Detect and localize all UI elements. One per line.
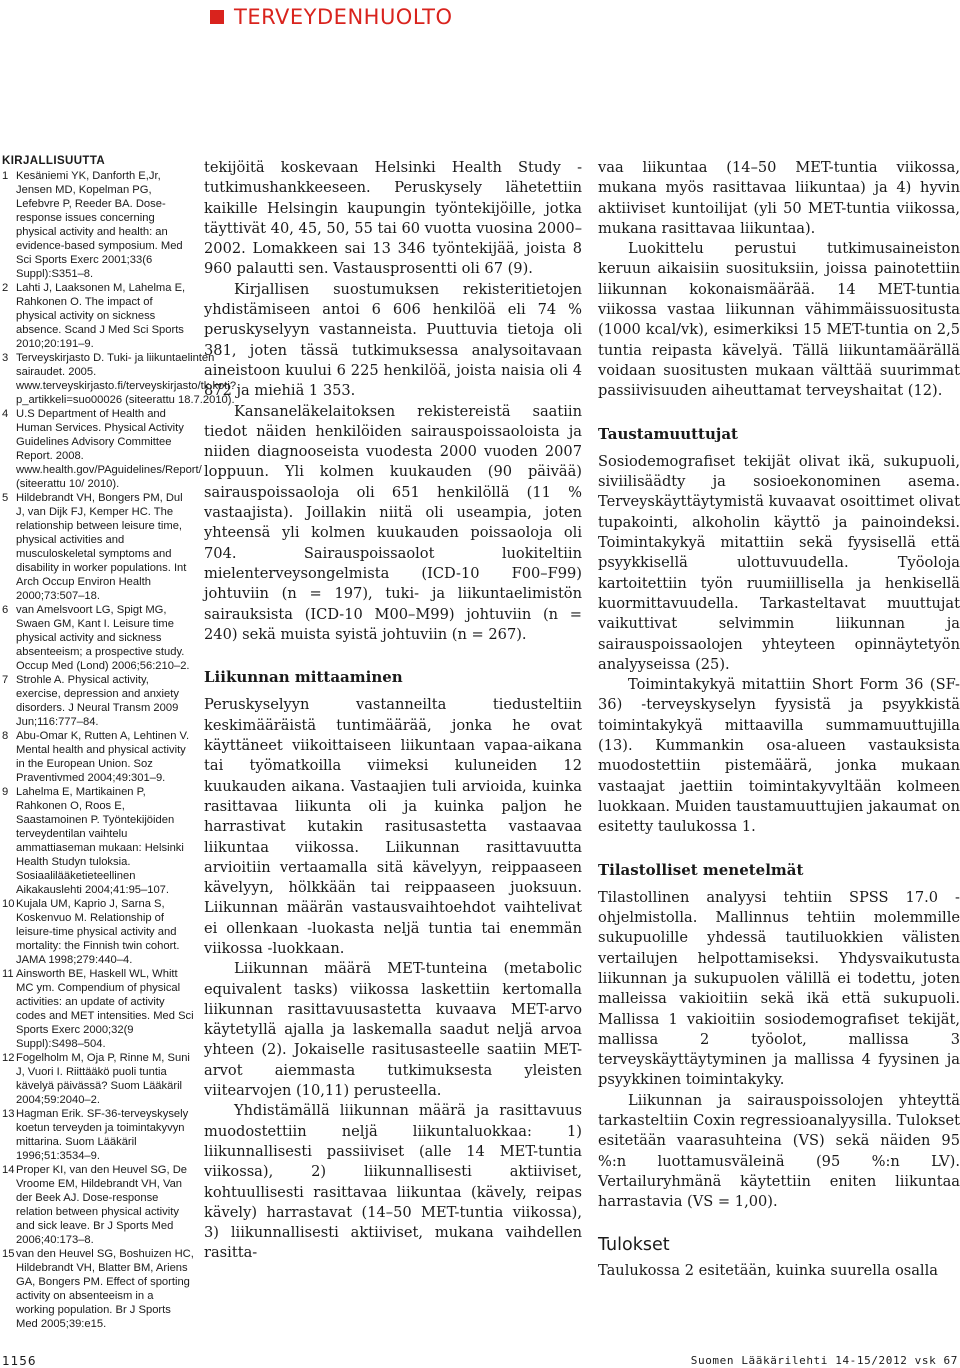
paragraph: Kirjallisen suostumuksen rekisteritietojen yhdistämiseen antoi 6 606 henkilöä eli 74 % peruskyselyyn vastanneista. Puuttuvia tietoja oli 381, joten tässä tutkimuksessa analysoitavaan aineistoon kuului 6 225 henkilöä, joista naisia oli 4 872 ja miehiä 1 353. xyxy=(204,280,582,400)
reference-item xyxy=(2,1051,194,1107)
paragraph: Sosiodemografiset tekijät olivat ikä, sukupuoli, siviilisäädty ja sosioekonominen asema. Terveyskäyttäytymistä kuvaavat osoittimet olivat tupakointi, alkoholin käyttö ja painoindeksi. Toimintakykyä mitattiin sekä fyysisellä että psyykkisellä ulottuvuudella. Työoloja kartoitettiin työn ruumiillisella ja henkisellä kuormittavuudella. Tarkasteltavat muuttujat vaikuttivat selvimmin liikunnan ja sairauspoissaolojen yhteyteen opinnäytetyön analyyseissa (25). xyxy=(598,452,960,673)
reference-text: Lahti J, Laaksonen M, Lahelma E, Rahkonen O. The impact of physical activity on sickness absence. Scand J Med Sci Sports 2010;20:191–9. xyxy=(16,282,186,350)
paragraph: Toimintakykyä mitattiin Short Form 36 (SF-36) -terveyskyselyn fyysistä ja psyykkistä toimintakykyä mittaavilla summamuuttujilla (13). Kummankin osa-alueen vastauksista muodostettiin pistemäärä, jonka mukaan vastaajat jaettiin toimintakyvyltään kolmeen luokkaan. Muiden taustamuuttujien jakaumat on esitetty taulukossa 1. xyxy=(598,676,960,836)
reference-text: Kujala UM, Kaprio J, Sarna S, Koskenvuo M. Relationship of leisure-time physical activity and mortality: the Finnish twin cohort. JAMA 1998;279:440–4. xyxy=(16,898,180,966)
paragraph: Tilastollinen analyysi tehtiin SPSS 17.0 -ohjelmistolla. Mallinnus tehtiin molemmille sukupuolille yhdessä tautiluokkien välisten vertailujen helpottamiseksi. Yhdysvaikutusta liikunnan ja sukupuolen välillä ei todettu, joten malleissa vakioitiin sekä ikä että sukupuoli. Mallissa 1 vakioitiin sosiodemografiset tekijät, mallissa 2 työolot, mallissa 3 terveyskäyttäytyminen ja mallissa 4 fyysinen ja psyykkinen toimintakyky. xyxy=(598,888,960,1089)
reference-number: 1 xyxy=(2,170,9,182)
reference-item xyxy=(2,169,194,281)
section-heading: Liikunnan mittaaminen xyxy=(204,668,403,687)
paragraph: Liikunnan määrä MET-tunteina (metabolic equivalent tasks) viikossa laskettiin kertomalla liikunnan rasittavuusastetta kuvaava MET-arvo käytetyllä ajalla ja laskemalla saadut neljä arvoa yhteen (2). Jokaiselle rasitusasteelle saatiin MET-arvot aiemmasta tutkimuksesta yleisten viitearvojen (10,11) perusteella. xyxy=(204,960,582,1100)
page-number: 1156 xyxy=(2,1354,37,1368)
paragraph: Peruskyselyyn vastanneilta tiedusteltiin keskimääräistä tuntimäärää, jonka he ovat käyttäneet viikoittaiseen liikuntaan vapaa-aikana tai työmatkoilla viimeksi kuluneiden 12 kuukauden aikana. Vastaajien tuli arvioida, kuinka rasittavaa liikunta oli ja kuinka paljon he harrastivat kutakin rasitusastetta vastaavaa liikuntaa viikossa. Liikunnan rasittavuutta arvioitiin vertaamalla sitä kävelyyn, reippaaseen kävelyyn, hölkkään tai reippaaseen juoksuun. Liikunnan määrän vastausvaihtoehdot vaihtelivat ei ollenkaan -luokasta neljä tuntia tai enemmän viikossa -luokkaan. xyxy=(204,696,582,957)
reference-number: 15 xyxy=(2,1248,15,1260)
reference-number: 12 xyxy=(2,1052,15,1064)
reference-number: 4 xyxy=(2,408,9,420)
reference-item xyxy=(2,351,237,407)
section-heading: Tilastolliset menetelmät xyxy=(598,860,804,879)
section-header xyxy=(210,2,453,32)
reference-text: Lahelma E, Martikainen P, Rahkonen O, Roos E, Saastamoinen P. Työntekijöiden terveydentilan vaihtelu ammattiaseman mukaan: Helsinki Health Studyn tuloksia. Sosiaalilääketieteellinen Aikakauslehti 2004;41:95–107. xyxy=(16,786,184,896)
reference-item xyxy=(2,967,194,1051)
reference-item xyxy=(2,603,194,673)
article-column-middle xyxy=(204,158,582,1264)
section-title: TERVEYDENHUOLTO xyxy=(234,5,453,29)
references-title: KIRJALLISUUTTA xyxy=(2,155,106,167)
reference-item xyxy=(2,785,194,897)
reference-text: Kesäniemi YK, Danforth E,Jr, Jensen MD, Kopelman PG, Lefebvre P, Reeder BA. Dose-response issues concerning physical activity and health: an evidence-based symposium. Med Sci Sports Exerc 2001;33(6 Suppl):S351–8. xyxy=(16,170,183,280)
reference-number: 14 xyxy=(2,1164,15,1176)
reference-text: U.S Department of Health and Human Services. Physical Activity Guidelines Advisory Committee Report. 2008. www.health.gov/PAguidelines/Report/ (siteerattu 10/ 2010). xyxy=(16,408,202,490)
paragraph: Yhdistämällä liikunnan määrä ja rasittavuus muodostettiin neljä liikuntaluokkaa: 1) liikunnallisesti passiiviset (alle 14 MET-tuntia viikossa), 2) liikunnallisesti aktiiviset, kohtuullisesti rasittavaa liikuntaa (kävely, reipas kävely) harrastavat (14–50 MET-tuntia viikossa), 3) liikunnallisesti aktiiviset, mukana vaihdellen rasitta- xyxy=(204,1102,582,1262)
reference-item xyxy=(2,1163,194,1247)
section-marker-icon xyxy=(210,10,224,24)
reference-text: Hagman Erik. SF-36-terveyskysely koetun terveyden ja toimintakyvyn mittarina. Suom Lääkäril 1996;51:3534–9. xyxy=(16,1108,189,1162)
reference-number: 11 xyxy=(2,968,14,980)
reference-text: Proper KI, van den Heuvel SG, De Vroome EM, Hildebrandt VH, Van der Beek AJ. Dose-response relation between physical activity and sick leave. Br J Sports Med 2006;40:173–8. xyxy=(16,1164,188,1246)
reference-number: 5 xyxy=(2,492,9,504)
reference-number: 7 xyxy=(2,674,9,686)
reference-text: Ainsworth BE, Haskell WL, Whitt MC ym. Compendium of physical activities: an update of activity codes and MET intensities. Med Sci Sports Exerc 2000;32(9 Suppl):S498–504. xyxy=(16,968,194,1050)
reference-text: Abu-Omar K, Rutten A, Lehtinen V. Mental health and physical activity in the European Union. Soz Praventivmed 2004;49:301–9. xyxy=(16,730,190,784)
reference-number: 13 xyxy=(2,1108,15,1120)
reference-text: van Amelsvoort LG, Spigt MG, Swaen GM, Kant I. Leisure time physical activity and sickness absenteeism; a prospective study. Occup Med (Lond) 2006;56:210–2. xyxy=(16,604,190,672)
reference-item xyxy=(2,491,194,603)
section-heading: Taustamuuttujat xyxy=(598,424,738,443)
reference-item xyxy=(2,673,194,729)
paragraph: Luokittelu perustui tutkimusaineiston keruun aikaisiin suosituksiin, joissa painotettiin liikunnan kokonaismäärää. 14 MET-tuntia viikossa vastaa liikunnan vähimmäissuositusta (1000 kcal/vk), esimerkiksi 15 MET-tuntia on 2,5 tuntia reipasta kävelyä. Tällä liikuntamäärällä voidaan suositusten mukaan välttää suurimmat passiivisuuden aiheuttamat terveyshaitat (12). xyxy=(598,240,960,400)
references-list xyxy=(2,169,237,1331)
reference-item xyxy=(2,1107,194,1163)
results-heading: Tulokset xyxy=(598,1234,670,1255)
paragraph: vaa liikuntaa (14–50 MET-tuntia viikossa, mukana myös rasittavaa liikuntaa) ja 4) hyvin aktiiviset kuntoilijat (yli 50 MET-tuntia viikossa, mukana rasittavaa liikuntaa). xyxy=(598,159,960,237)
references-column xyxy=(2,154,237,1331)
reference-item xyxy=(2,407,202,491)
paragraph: Taulukossa 2 esitetään, kuinka suurella osalla xyxy=(598,1261,938,1279)
paragraph: Kansaneläkelaitoksen rekistereistä saatiin tiedot näiden henkilöiden sairauspoissaoloista ja niiden diagnooseista vuodesta 2000 vuoden 2007 loppuun. Yli kolmen kuukauden (90 päivää) sairauspoissaoloja oli 651 henkilöllä (11 % vastaajista). Joillakin niitä oli useampia, joten yhteensä yli kolmen kuukauden poissaoloja oli 704. Sairauspoissaolot luokiteltiin mielenterveysongelmista (ICD-10 F00–F99) johtuviin (n = 197), tuki- ja liikuntaelimistön sairauksista (ICD-10 M00–M99) johtuviin (n = 240) sekä muista syistä johtuviin (n = 267). xyxy=(204,402,582,643)
reference-item xyxy=(2,897,194,967)
reference-number: 3 xyxy=(2,352,9,364)
reference-number: 8 xyxy=(2,730,9,742)
reference-text: Strohle A. Physical activity, exercise, depression and anxiety disorders. J Neural Transm 2009 Jun;116:777–84. xyxy=(16,674,179,728)
reference-text: Terveyskirjasto D. Tuki- ja liikuntaelinten sairaudet. 2005. www.terveyskirjasto.fi/terveyskirjasto/tk.koti?p_artikkeli=suo00026 (siteerattu 18.7.2010). xyxy=(16,352,237,406)
paragraph: tekijöitä koskevaan Helsinki Health Study -tutkimushankkeeseen. Peruskysely lähetettiin kaikille Helsingin kaupungin työntekijöille, jotka täyttivät 40, 45, 50, 55 tai 60 vuotta vuosina 2000–2002. Lomakkeen sai 13 346 työntekijää, joista 8 960 palautti sen. Vastausprosentti oli 67 (9). xyxy=(204,159,582,278)
reference-item xyxy=(2,729,194,785)
journal-footer: Suomen Lääkärilehti 14-15/2012 vsk 67 xyxy=(690,1354,958,1367)
article-column-right xyxy=(598,158,960,1281)
reference-number: 6 xyxy=(2,604,9,616)
reference-number: 9 xyxy=(2,786,9,798)
paragraph: Liikunnan ja sairauspoissolojen yhteyttä tarkasteltiin Coxin regressioanalyysilla. Tulokset esitetään vaarasuhteina (VS) sekä näiden 95 %:n luottamusväleinä (95 %:n LV). Vertailuryhmänä käytettiin eniten liikuntaa harrastavia (VS = 1,00). xyxy=(598,1091,960,1211)
reference-text: Hildebrandt VH, Bongers PM, Dul J, van Dijk FJ, Kemper HC. The relationship between leisure time, physical activities and musculoskeletal symptoms and disability in worker populations. Int Arch Occup Environ Health 2000;73:507–18. xyxy=(16,492,187,602)
reference-text: Fogelholm M, Oja P, Rinne M, Suni J, Vuori I. Riittääkö puoli tuntia kävelyä päivässä? Suom Lääkäril 2004;59:2040–2. xyxy=(16,1052,190,1106)
reference-number: 2 xyxy=(2,282,9,294)
reference-number: 10 xyxy=(2,898,15,910)
reference-text: van den Heuvel SG, Boshuizen HC, Hildebrandt VH, Blatter BM, Ariens GA, Bongers PM. Effect of sporting activity on absenteeism in a working population. Br J Sports Med 2005;39:e15. xyxy=(16,1248,194,1330)
reference-item xyxy=(2,1247,194,1331)
reference-item xyxy=(2,281,194,351)
